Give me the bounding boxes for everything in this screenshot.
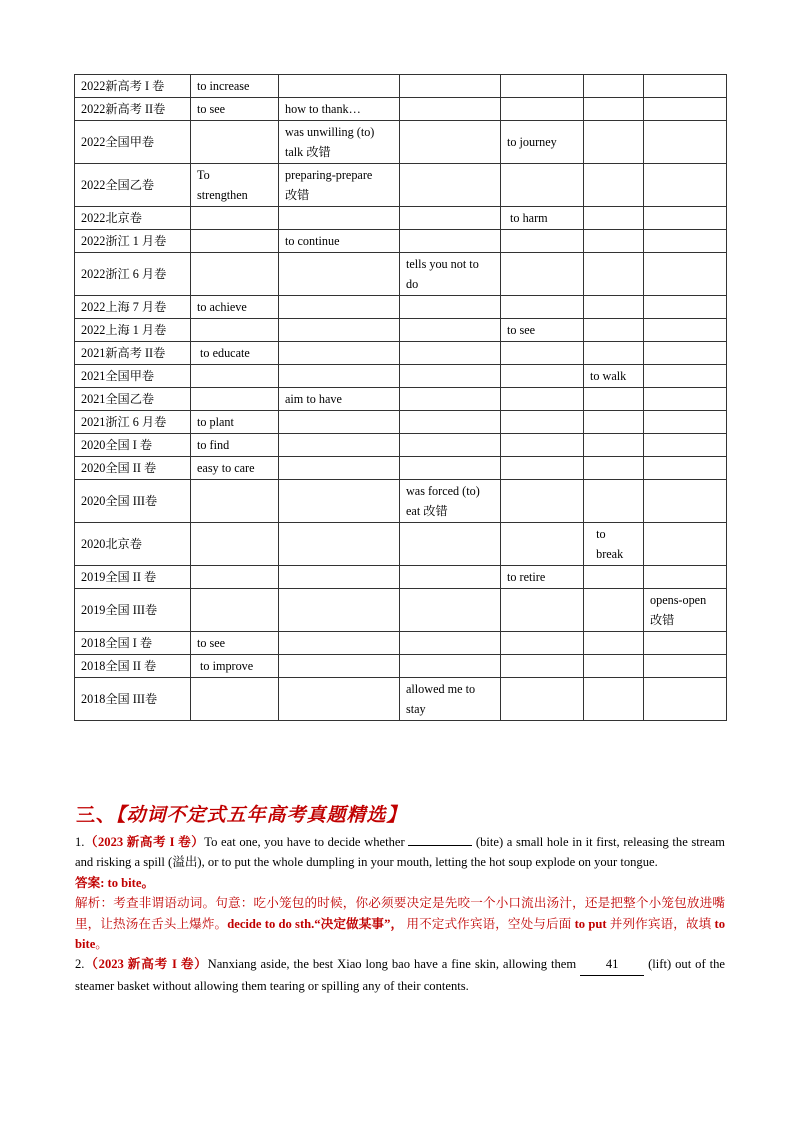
table-row xyxy=(75,75,727,98)
answer-blank[interactable] xyxy=(408,845,472,846)
table-row xyxy=(75,207,727,230)
table-cell xyxy=(279,457,400,480)
exam-source-cell: 2021全国乙卷 xyxy=(75,388,191,411)
table-cell xyxy=(279,319,400,342)
section-title xyxy=(76,800,407,827)
table-cell: preparing-prepare 改错 xyxy=(279,164,400,207)
table-cell: tells you not to do xyxy=(400,253,501,296)
table-cell xyxy=(400,164,501,207)
table-cell xyxy=(644,296,727,319)
question-source: （2023 新高考 I 卷） xyxy=(84,957,208,972)
analysis-paragraph xyxy=(75,893,725,954)
table-cell xyxy=(584,411,644,434)
table-cell: to increase xyxy=(191,75,279,98)
table-row xyxy=(75,411,727,434)
table-cell xyxy=(644,164,727,207)
table-cell xyxy=(400,319,501,342)
table-cell xyxy=(279,434,400,457)
table-cell xyxy=(400,75,501,98)
table-cell: to find xyxy=(191,434,279,457)
table-cell xyxy=(279,678,400,721)
table-cell xyxy=(191,388,279,411)
table-cell xyxy=(400,98,501,121)
exam-source-cell: 2022新高考 I 卷 xyxy=(75,75,191,98)
table-cell xyxy=(501,296,584,319)
table-cell xyxy=(279,655,400,678)
table-cell xyxy=(644,319,727,342)
table-cell xyxy=(400,230,501,253)
question-number: 2. xyxy=(75,957,85,972)
table-cell xyxy=(644,388,727,411)
table-cell xyxy=(191,523,279,566)
table-cell xyxy=(584,253,644,296)
table-cell xyxy=(400,365,501,388)
analysis-text: 。 xyxy=(95,937,108,952)
table-cell xyxy=(644,207,727,230)
table-row xyxy=(75,632,727,655)
table-cell xyxy=(501,589,584,632)
table-cell: to educate xyxy=(191,342,279,365)
exam-source-cell: 2020北京卷 xyxy=(75,523,191,566)
table-cell xyxy=(191,566,279,589)
table-row xyxy=(75,342,727,365)
table-cell xyxy=(191,678,279,721)
table-cell xyxy=(191,319,279,342)
table-row xyxy=(75,434,727,457)
analysis-phrase: to put xyxy=(571,916,607,931)
table-cell xyxy=(501,678,584,721)
table-cell xyxy=(400,632,501,655)
question-text: To eat one, you have to decide whether xyxy=(204,835,409,849)
question-text: (bite) a small hole in it first, releasing the stream and risking a spill (溢出), or to put the whole dumpling in your mouth, letting the hot soup explode on your tongue. xyxy=(75,835,725,870)
analysis-phrase: to bite xyxy=(75,916,726,952)
table-cell xyxy=(191,589,279,632)
table-cell xyxy=(279,632,400,655)
question-text: Nanxiang aside, the best Xiao long bao have a fine skin, allowing them xyxy=(207,957,581,972)
exam-source-cell: 2022浙江 1 月卷 xyxy=(75,230,191,253)
table-cell xyxy=(501,98,584,121)
table-cell xyxy=(644,365,727,388)
exam-source-cell: 2020全国 III卷 xyxy=(75,480,191,523)
table-cell xyxy=(501,388,584,411)
table-cell xyxy=(501,365,584,388)
table-cell xyxy=(501,164,584,207)
table-row xyxy=(75,655,727,678)
table-cell xyxy=(584,589,644,632)
question-source: （2023 新高考 I 卷） xyxy=(84,835,205,849)
table-body xyxy=(75,75,727,721)
table-cell xyxy=(191,365,279,388)
exam-source-cell: 2022北京卷 xyxy=(75,207,191,230)
table-cell xyxy=(279,589,400,632)
table-cell xyxy=(584,566,644,589)
table-cell xyxy=(644,457,727,480)
table-cell xyxy=(400,434,501,457)
table-cell xyxy=(584,678,644,721)
exam-source-cell: 2021全国甲卷 xyxy=(75,365,191,388)
table-cell: to walk xyxy=(584,365,644,388)
question-1 xyxy=(75,832,725,873)
table-cell xyxy=(400,121,501,164)
table-cell: to see xyxy=(501,319,584,342)
table-cell xyxy=(400,523,501,566)
question-2 xyxy=(75,954,725,996)
table-cell xyxy=(400,342,501,365)
table-row xyxy=(75,230,727,253)
table-cell xyxy=(584,164,644,207)
table-cell: to continue xyxy=(279,230,400,253)
table-cell: to break xyxy=(584,523,644,566)
table-cell xyxy=(400,411,501,434)
table-cell xyxy=(279,342,400,365)
table-cell: to achieve xyxy=(191,296,279,319)
table-cell xyxy=(191,207,279,230)
table-cell xyxy=(584,296,644,319)
table-cell xyxy=(584,388,644,411)
table-row xyxy=(75,98,727,121)
table-cell xyxy=(400,589,501,632)
exam-source-cell: 2018全国 I 卷 xyxy=(75,632,191,655)
table-cell xyxy=(279,523,400,566)
table-cell: aim to have xyxy=(279,388,400,411)
exam-source-cell: 2022全国乙卷 xyxy=(75,164,191,207)
table-cell xyxy=(644,121,727,164)
table-cell: to see xyxy=(191,98,279,121)
table-cell: to see xyxy=(191,632,279,655)
table-cell xyxy=(644,98,727,121)
table-cell xyxy=(584,230,644,253)
table-cell xyxy=(584,434,644,457)
table-cell: to journey xyxy=(501,121,584,164)
table-cell xyxy=(584,207,644,230)
table-cell xyxy=(644,434,727,457)
question-number: 1. xyxy=(75,835,85,849)
table-cell xyxy=(191,253,279,296)
table-cell: to improve xyxy=(191,655,279,678)
section-prefix: 三、 xyxy=(76,804,117,826)
exam-source-cell: 2020全国 I 卷 xyxy=(75,434,191,457)
table-cell xyxy=(584,342,644,365)
exam-source-cell: 2022浙江 6 月卷 xyxy=(75,253,191,296)
table-cell xyxy=(279,365,400,388)
table-row xyxy=(75,589,727,632)
table-cell: allowed me to stay xyxy=(400,678,501,721)
table-cell xyxy=(501,655,584,678)
answer-line xyxy=(75,873,725,893)
table-cell xyxy=(501,411,584,434)
table-cell xyxy=(644,566,727,589)
question-text: (lift) out of the steamer basket without allowing them tearing or spilling any of their contents. xyxy=(75,957,725,993)
analysis-text: 并列作宾语，故填 xyxy=(606,916,712,931)
table-cell: easy to care xyxy=(191,457,279,480)
table-row xyxy=(75,121,727,164)
table-row xyxy=(75,566,727,589)
table-cell xyxy=(644,678,727,721)
exam-source-cell: 2021浙江 6 月卷 xyxy=(75,411,191,434)
table-cell xyxy=(279,75,400,98)
table-cell xyxy=(501,457,584,480)
table-cell xyxy=(501,75,584,98)
table-cell xyxy=(584,480,644,523)
table-row xyxy=(75,365,727,388)
table-row xyxy=(75,296,727,319)
table-cell: to harm xyxy=(501,207,584,230)
table-row xyxy=(75,480,727,523)
table-row xyxy=(75,319,727,342)
table-cell xyxy=(584,457,644,480)
table-cell xyxy=(279,207,400,230)
table-cell xyxy=(584,655,644,678)
table-cell xyxy=(644,480,727,523)
table-cell xyxy=(400,388,501,411)
table-cell: was unwilling (to) talk 改错 xyxy=(279,121,400,164)
table-cell xyxy=(501,480,584,523)
section-heading: 【动词不定式五年高考真题精选】 xyxy=(116,804,407,826)
table-row xyxy=(75,523,727,566)
table-cell xyxy=(584,121,644,164)
questions-block xyxy=(75,832,725,996)
answer-blank[interactable]: 41 xyxy=(580,954,644,975)
table-cell xyxy=(584,98,644,121)
table-cell xyxy=(400,655,501,678)
table-cell: opens-open 改错 xyxy=(644,589,727,632)
exam-source-cell: 2018全国 III卷 xyxy=(75,678,191,721)
analysis-phrase: decide to do sth.“决定做某事”， xyxy=(227,916,404,931)
table-cell xyxy=(400,207,501,230)
exam-source-cell: 2019全国 II 卷 xyxy=(75,566,191,589)
table-cell: To strengthen xyxy=(191,164,279,207)
table-cell xyxy=(644,411,727,434)
table-cell xyxy=(501,230,584,253)
table-row xyxy=(75,388,727,411)
analysis-text: 解析：考查非谓语动词。句意：吃小笼包的时候，你必须要决定是先咬一个小口流出汤汁，还是把整个小笼包放进嘴里，让热汤在舌头上爆炸。 xyxy=(75,896,725,931)
table-cell xyxy=(644,253,727,296)
table-cell xyxy=(584,75,644,98)
table-cell xyxy=(501,523,584,566)
exam-source-cell: 2021新高考 II卷 xyxy=(75,342,191,365)
table-cell xyxy=(644,632,727,655)
table-cell xyxy=(400,566,501,589)
table-cell xyxy=(584,632,644,655)
table-cell xyxy=(501,632,584,655)
exam-source-cell: 2020全国 II 卷 xyxy=(75,457,191,480)
answer-text: 答案: to bite。 xyxy=(75,875,155,890)
exam-source-cell: 2022上海 7 月卷 xyxy=(75,296,191,319)
table-cell xyxy=(644,75,727,98)
table-row xyxy=(75,678,727,721)
table-cell xyxy=(584,319,644,342)
table-cell xyxy=(191,230,279,253)
exam-source-cell: 2019全国 III卷 xyxy=(75,589,191,632)
table-row xyxy=(75,457,727,480)
table-cell xyxy=(279,480,400,523)
table-cell xyxy=(501,342,584,365)
analysis-text: 用不定式作宾语，空处与后面 xyxy=(403,916,572,931)
table-cell xyxy=(191,480,279,523)
table-cell xyxy=(279,566,400,589)
table-cell xyxy=(279,253,400,296)
table-cell xyxy=(279,411,400,434)
table-cell: how to thank… xyxy=(279,98,400,121)
table-cell: to plant xyxy=(191,411,279,434)
table-cell xyxy=(644,230,727,253)
table-cell xyxy=(400,457,501,480)
exam-source-cell: 2022新高考 II卷 xyxy=(75,98,191,121)
exam-source-cell: 2022上海 1 月卷 xyxy=(75,319,191,342)
table-cell: was forced (to) eat 改错 xyxy=(400,480,501,523)
table-cell xyxy=(644,523,727,566)
table-cell xyxy=(644,655,727,678)
exam-summary-table xyxy=(74,74,727,721)
exam-source-cell: 2022全国甲卷 xyxy=(75,121,191,164)
table-cell xyxy=(501,434,584,457)
table-cell xyxy=(400,296,501,319)
table-row xyxy=(75,253,727,296)
table-cell xyxy=(191,121,279,164)
table-cell xyxy=(279,296,400,319)
table-cell xyxy=(501,253,584,296)
table-cell xyxy=(644,342,727,365)
table-cell: to retire xyxy=(501,566,584,589)
table-row xyxy=(75,164,727,207)
exam-source-cell: 2018全国 II 卷 xyxy=(75,655,191,678)
